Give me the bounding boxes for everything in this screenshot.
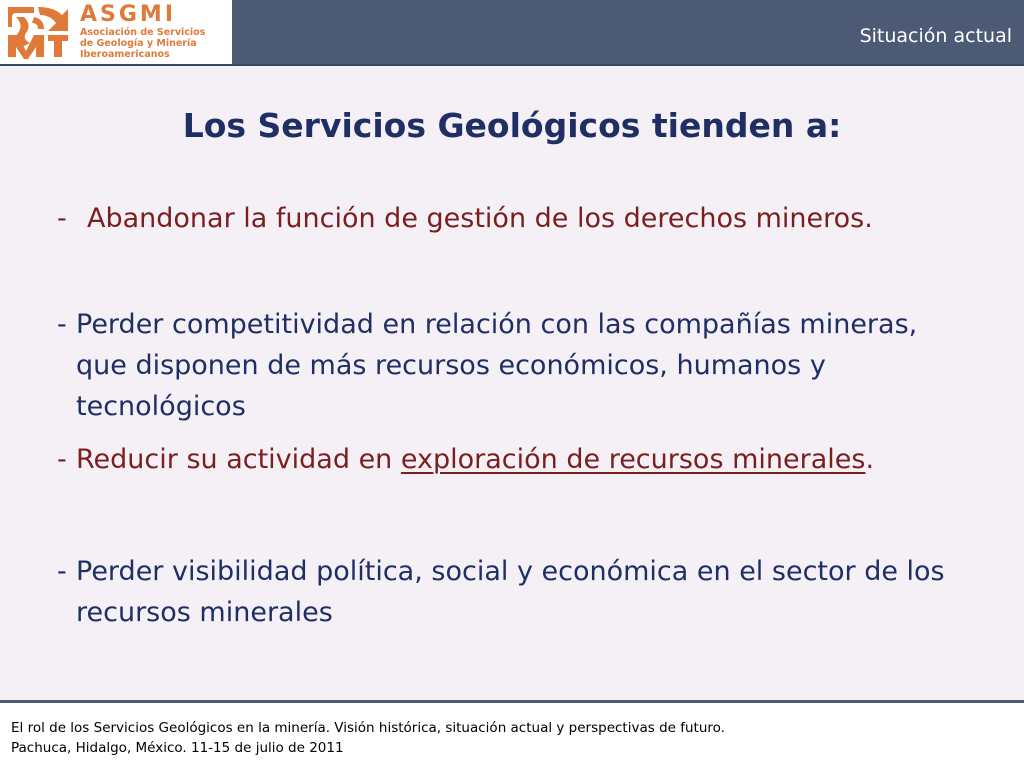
- footer: [0, 703, 1024, 768]
- bullet-dash: -: [57, 556, 67, 587]
- bullet-item: [57, 551, 957, 633]
- bullet-dash: -: [57, 444, 67, 475]
- bullet-item: [57, 439, 957, 480]
- footer-line: El rol de los Servicios Geológicos en la minería. Visión histórica, situación actual y perspectivas de futuro.: [11, 720, 725, 736]
- section-label: Situación actual: [859, 25, 1012, 47]
- logo-subtitle-line: de Geología y Minería: [80, 38, 197, 49]
- header-divider: [0, 64, 1024, 66]
- exploration-link[interactable]: exploración de recursos minerales: [400, 444, 866, 475]
- bullet-text: Perder visibilidad política, social y económica en el sector de los recursos minerales: [76, 556, 945, 628]
- logo-subtitle-line: Iberoamericanos: [80, 49, 170, 60]
- footer-line: Pachuca, Hidalgo, México. 11-15 de julio de 2011: [11, 740, 344, 756]
- bullet-item: [57, 304, 957, 427]
- asgmi-logo-mark-icon: [4, 3, 72, 61]
- bullet-dash: -: [57, 203, 67, 234]
- slide-title: Los Servicios Geológicos tienden a:: [182, 106, 842, 145]
- logo-subtitle-line: Asociación de Servicios: [80, 27, 206, 38]
- bullet-text: [57, 439, 957, 480]
- logo-subtitle: [80, 27, 205, 60]
- bullet-item: [57, 198, 937, 239]
- bullet-suffix: .: [865, 444, 875, 475]
- bullet-prefix: Reducir su actividad en: [76, 444, 401, 475]
- bullet-text: Abandonar la función de gestión de los derechos mineros.: [87, 203, 873, 234]
- logo-title: ASGMI: [80, 2, 177, 27]
- asgmi-logo: [0, 0, 232, 64]
- bullet-text: Perder competitividad en relación con las compañías mineras, que disponen de más recursos económicos, humanos y tecnológicos: [76, 309, 918, 422]
- bullet-dash: -: [57, 309, 67, 340]
